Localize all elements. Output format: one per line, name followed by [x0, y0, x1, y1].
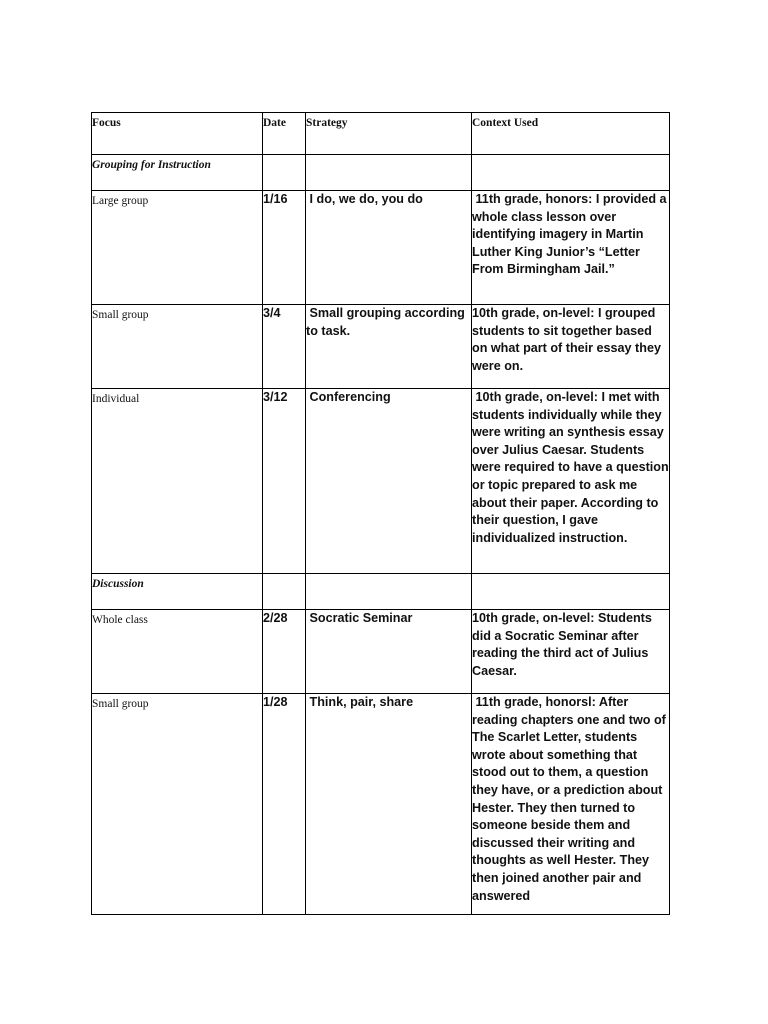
- date-value: 2/28: [263, 611, 288, 625]
- header-context-cell: [472, 113, 670, 155]
- context-text: 11th grade, honorsl: After reading chapters one and two of The Scarlet Letter, students wrote about something that stood out to them, a question they have, or a prediction about Hester. They then turned to someone beside them and discussed their writing and thoughts as well Hester. They then joined another pair and answered: [472, 695, 670, 903]
- date-cell: [263, 694, 306, 915]
- strategy-cell: [306, 191, 472, 305]
- section-row: [92, 574, 670, 610]
- strategy-text: Think, pair, share: [306, 695, 414, 709]
- strategy-text: Conferencing: [306, 390, 391, 404]
- date-value: 3/4: [263, 306, 281, 320]
- strategy-cell: [306, 305, 472, 389]
- header-date: Date: [263, 117, 286, 129]
- date-value: 1/28: [263, 695, 288, 709]
- section-title-grouping: Grouping for Instruction: [92, 159, 211, 171]
- date-cell: [263, 305, 306, 389]
- table-row: [92, 305, 670, 389]
- section-row: [92, 155, 670, 191]
- focus-cell: [92, 305, 263, 389]
- focus-label: Large group: [92, 195, 149, 207]
- empty-cell: [263, 155, 306, 191]
- header-focus: Focus: [92, 117, 121, 129]
- section-title-cell: [92, 155, 263, 191]
- focus-cell: [92, 389, 263, 574]
- strategy-text: I do, we do, you do: [306, 192, 423, 206]
- context-text: 11th grade, honors: I provided a whole class lesson over identifying imagery in Martin Luther King Junior’s “Letter From Birmingham Jail.”: [472, 192, 671, 277]
- date-cell: [263, 610, 306, 694]
- section-title-discussion: Discussion: [92, 578, 144, 590]
- empty-cell: [306, 155, 472, 191]
- context-text: 10th grade, on-level: Students did a Socratic Seminar after reading the third act of Julius Caesar.: [472, 611, 656, 678]
- empty-cell: [263, 574, 306, 610]
- focus-cell: [92, 610, 263, 694]
- date-value: 1/16: [263, 192, 288, 206]
- strategy-text: Socratic Seminar: [306, 611, 413, 625]
- table-row: [92, 610, 670, 694]
- empty-cell: [306, 574, 472, 610]
- focus-label: Small group: [92, 698, 149, 710]
- table-row: [92, 694, 670, 915]
- strategy-cell: [306, 694, 472, 915]
- header-strategy: Strategy: [306, 117, 348, 129]
- header-context: Context Used: [472, 117, 539, 129]
- context-cell: [472, 610, 670, 694]
- table-row: [92, 191, 670, 305]
- focus-label: Small group: [92, 309, 149, 321]
- strategy-cell: [306, 389, 472, 574]
- empty-cell: [472, 155, 670, 191]
- context-cell: [472, 389, 673, 574]
- empty-cell: [472, 574, 670, 610]
- strategy-cell: [306, 610, 472, 694]
- context-text: 10th grade, on-level: I met with students individually while they were writing an synthesis essay over Julius Caesar. Students were required to have a question or topic prepared to ask me about their paper. According to their question, I gave individualized instruction.: [472, 390, 673, 545]
- section-title-cell: [92, 574, 263, 610]
- table-row: [92, 389, 670, 574]
- date-value: 3/12: [263, 390, 288, 404]
- focus-cell: [92, 191, 263, 305]
- date-cell: [263, 389, 306, 574]
- header-row: [92, 113, 670, 155]
- context-text: 10th grade, on-level: I grouped students to sit together based on what part of their essay they were on.: [472, 306, 665, 373]
- focus-label: Individual: [92, 393, 140, 405]
- strategies-table: [91, 112, 673, 915]
- strategy-text: Small grouping according to task.: [306, 306, 469, 338]
- header-strategy-cell: [306, 113, 472, 155]
- focus-cell: [92, 694, 263, 915]
- header-focus-cell: [92, 113, 263, 155]
- context-cell: [472, 305, 670, 389]
- context-cell: [472, 694, 670, 915]
- focus-label: Whole class: [92, 614, 148, 626]
- header-date-cell: [263, 113, 306, 155]
- context-cell: [472, 191, 670, 305]
- date-cell: [263, 191, 306, 305]
